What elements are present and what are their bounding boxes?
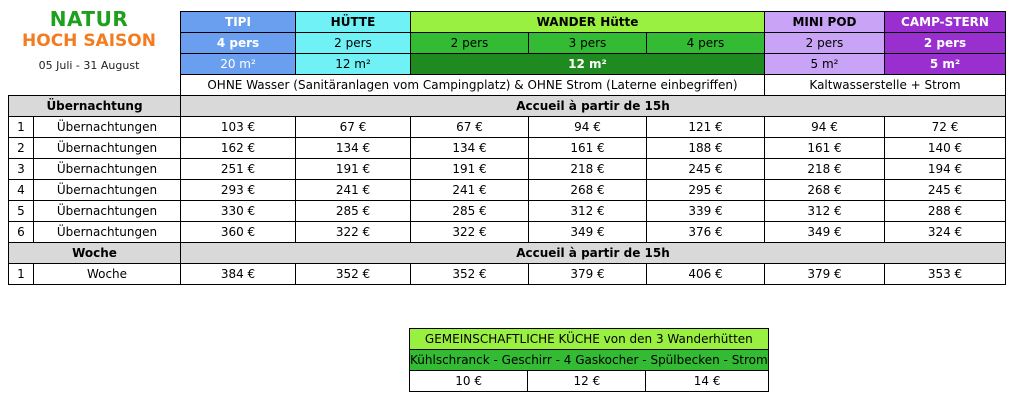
price-cell: 349 € xyxy=(529,222,647,243)
price-cell: 162 € xyxy=(181,138,296,159)
price-cell: 376 € xyxy=(647,222,765,243)
table-row xyxy=(9,201,1006,222)
price-cell: 312 € xyxy=(765,201,885,222)
row-number: 6 xyxy=(9,222,34,243)
table-row xyxy=(9,222,1006,243)
price-cell: 285 € xyxy=(296,201,411,222)
price-cell: 140 € xyxy=(885,138,1006,159)
area-mini-pod: 5 m² xyxy=(765,54,885,75)
price-cell: 349 € xyxy=(765,222,885,243)
price-cell: 288 € xyxy=(885,201,1006,222)
kitchen-equipment: Kühlschranck - Geschirr - 4 Gaskocher - Spülbecken - Strom xyxy=(410,350,769,371)
price-cell: 94 € xyxy=(529,117,647,138)
row-number: 5 xyxy=(9,201,34,222)
capacity-wander-3: 3 pers xyxy=(529,33,647,54)
capacity-wander-4: 4 pers xyxy=(647,33,765,54)
price-cell: 352 € xyxy=(411,264,529,285)
row-label: Übernachtungen xyxy=(34,201,181,222)
price-cell: 67 € xyxy=(296,117,411,138)
price-cell: 67 € xyxy=(411,117,529,138)
row-label: Übernachtungen xyxy=(34,180,181,201)
price-cell: 322 € xyxy=(411,222,529,243)
row-number: 1 xyxy=(9,264,34,285)
section-nights xyxy=(9,96,1006,117)
price-cell: 241 € xyxy=(411,180,529,201)
capacity-row xyxy=(9,33,1006,54)
kitchen-title: GEMEINSCHAFTLICHE KÜCHE von den 3 Wanderhütten xyxy=(410,329,769,350)
price-cell: 134 € xyxy=(296,138,411,159)
header-camp-stern: CAMP-STERN xyxy=(885,12,1006,33)
price-cell: 379 € xyxy=(529,264,647,285)
price-cell: 379 € xyxy=(765,264,885,285)
row-number: 3 xyxy=(9,159,34,180)
price-cell: 268 € xyxy=(765,180,885,201)
title-dates: 05 Juli - 31 August xyxy=(38,59,140,72)
area-tipi: 20 m² xyxy=(181,54,296,75)
price-cell: 339 € xyxy=(647,201,765,222)
kitchen-price-4: 14 € xyxy=(646,371,768,392)
header-wander: WANDER Hütte xyxy=(411,12,765,33)
area-hutte: 12 m² xyxy=(296,54,411,75)
kitchen-price-2: 10 € xyxy=(410,371,528,392)
price-cell: 134 € xyxy=(411,138,529,159)
table-row xyxy=(9,138,1006,159)
price-cell: 161 € xyxy=(529,138,647,159)
header-mini-pod: MINI POD xyxy=(765,12,885,33)
price-cell: 384 € xyxy=(181,264,296,285)
row-number: 1 xyxy=(9,117,34,138)
section-nights-label: Übernachtung xyxy=(9,96,181,117)
notes-row xyxy=(9,75,1006,96)
price-cell: 352 € xyxy=(296,264,411,285)
price-cell: 218 € xyxy=(765,159,885,180)
section-week-label: Woche xyxy=(9,243,181,264)
area-wander: 12 m² xyxy=(411,54,765,75)
title-natur: NATUR xyxy=(49,7,129,31)
price-cell: 188 € xyxy=(647,138,765,159)
row-label: Woche xyxy=(34,264,181,285)
price-cell: 406 € xyxy=(647,264,765,285)
price-cell: 241 € xyxy=(296,180,411,201)
kitchen-table xyxy=(409,328,769,392)
area-row xyxy=(9,54,1006,75)
header-tipi: TIPI xyxy=(181,12,296,33)
price-cell: 121 € xyxy=(647,117,765,138)
note-no-utilities: OHNE Wasser (Sanitäranlagen vom Campingplatz) & OHNE Strom (Laterne einbegriffen) xyxy=(181,75,765,96)
kitchen-price-3: 12 € xyxy=(528,371,646,392)
price-cell: 322 € xyxy=(296,222,411,243)
price-cell: 295 € xyxy=(647,180,765,201)
price-cell: 353 € xyxy=(885,264,1006,285)
price-cell: 293 € xyxy=(181,180,296,201)
price-cell: 194 € xyxy=(885,159,1006,180)
capacity-mini-pod: 2 pers xyxy=(765,33,885,54)
price-cell: 245 € xyxy=(647,159,765,180)
table-row xyxy=(9,117,1006,138)
price-cell: 72 € xyxy=(885,117,1006,138)
table-row xyxy=(9,159,1006,180)
price-cell: 268 € xyxy=(529,180,647,201)
note-utilities: Kaltwasserstelle + Strom xyxy=(765,75,1006,96)
price-cell: 285 € xyxy=(411,201,529,222)
row-number: 2 xyxy=(9,138,34,159)
header-row xyxy=(9,12,1006,33)
table-row xyxy=(9,264,1006,285)
price-cell: 324 € xyxy=(885,222,1006,243)
price-table xyxy=(8,11,1006,285)
section-week xyxy=(9,243,1006,264)
capacity-hutte: 2 pers xyxy=(296,33,411,54)
price-cell: 330 € xyxy=(181,201,296,222)
price-cell: 245 € xyxy=(885,180,1006,201)
row-number: 4 xyxy=(9,180,34,201)
price-cell: 312 € xyxy=(529,201,647,222)
price-cell: 103 € xyxy=(181,117,296,138)
title-season: HOCH SAISON xyxy=(22,31,156,51)
kitchen-price-row xyxy=(410,371,769,392)
section-week-accueil: Accueil à partir de 15h xyxy=(181,243,1006,264)
price-cell: 191 € xyxy=(296,159,411,180)
price-cell: 161 € xyxy=(765,138,885,159)
price-cell: 218 € xyxy=(529,159,647,180)
area-camp-stern: 5 m² xyxy=(885,54,1006,75)
row-label: Übernachtungen xyxy=(34,159,181,180)
row-label: Übernachtungen xyxy=(34,117,181,138)
price-cell: 251 € xyxy=(181,159,296,180)
capacity-wander-2: 2 pers xyxy=(411,33,529,54)
price-cell: 191 € xyxy=(411,159,529,180)
table-row xyxy=(9,180,1006,201)
price-cell: 94 € xyxy=(765,117,885,138)
price-cell: 360 € xyxy=(181,222,296,243)
row-label: Übernachtungen xyxy=(34,222,181,243)
capacity-camp-stern: 2 pers xyxy=(885,33,1006,54)
header-hutte: HÜTTE xyxy=(296,12,411,33)
capacity-tipi: 4 pers xyxy=(181,33,296,54)
row-label: Übernachtungen xyxy=(34,138,181,159)
section-nights-accueil: Accueil à partir de 15h xyxy=(181,96,1006,117)
